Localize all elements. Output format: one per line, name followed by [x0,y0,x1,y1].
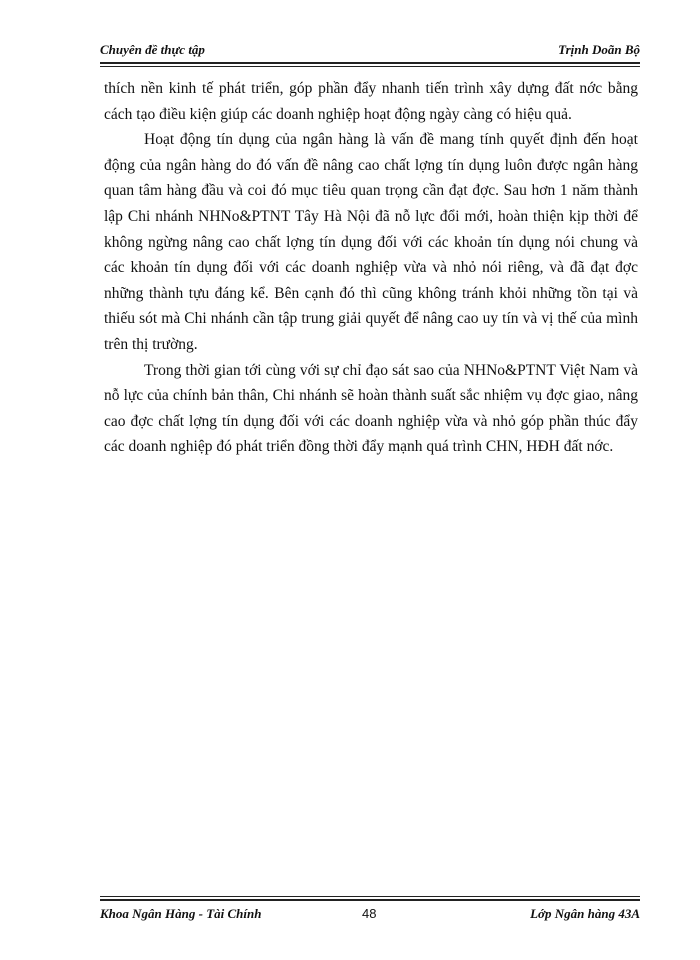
footer-class: Lớp Ngân hàng 43A [530,906,640,921]
page-number: 48 [362,906,377,921]
header-rule-thin [100,66,640,67]
paragraph-1: thích nền kinh tế phát triển, góp phần đẩy nhanh tiến trình xây dựng đất nớc bằng cách tạo điều kiện giúp các doanh nghiệp hoạt động ngày càng có hiệu quả. [104,80,638,123]
header-document-title: Chuyên đề thực tập [100,42,205,57]
document-body [104,76,638,460]
footer-rule-thin [100,896,640,897]
paragraph-2: Hoạt động tín dụng của ngân hàng là vấn đề mang tính quyết định đến hoạt động của ngân hàng do đó vấn đề nâng cao chất lợng tín dụng luôn được ngân hàng quan tâm hàng đầu và coi đó mục tiêu quan trọng cần đạt đợc. Sau hơn 1 năm thành lập Chi nhánh NHNo&PTNT Tây Hà Nội đã nỗ lực đổi mới, hoàn thiện kịp thời để không ngừng nâng cao chất lợng tín dụng đối với các khoản tín dụng nói chung và các khoản tín dụng đối với các doanh nghiệp vừa và nhỏ nói riêng, và đã đạt đợc những thành tựu đáng kể. Bên cạnh đó thì cũng không tránh khỏi những tồn tại và thiếu sót mà Chi nhánh cần tập trung giải quyết để nâng cao uy tín và vị thế của mình trên thị trường. [104,131,638,353]
header-rule [100,62,640,64]
page-footer [100,896,640,926]
footer-rule [100,899,640,901]
paragraph-3: Trong thời gian tới cùng với sự chỉ đạo sát sao của NHNo&PTNT Việt Nam và nỗ lực của chính bản thân, Chi nhánh sẽ hoàn thành suất sắc nhiệm vụ đợc giao, nâng cao đợc chất lợng tín dụng đối với các doanh nghiệp vừa và nhỏ góp phần thúc đẩy các doanh nghiệp đó phát triển đồng thời đẩy mạnh quá trình CHN, HĐH đất nớc. [104,361,638,456]
footer-faculty: Khoa Ngân Hàng - Tài Chính [100,906,262,921]
header-author: Trịnh Doãn Bộ [558,42,640,57]
page-header [100,38,640,64]
